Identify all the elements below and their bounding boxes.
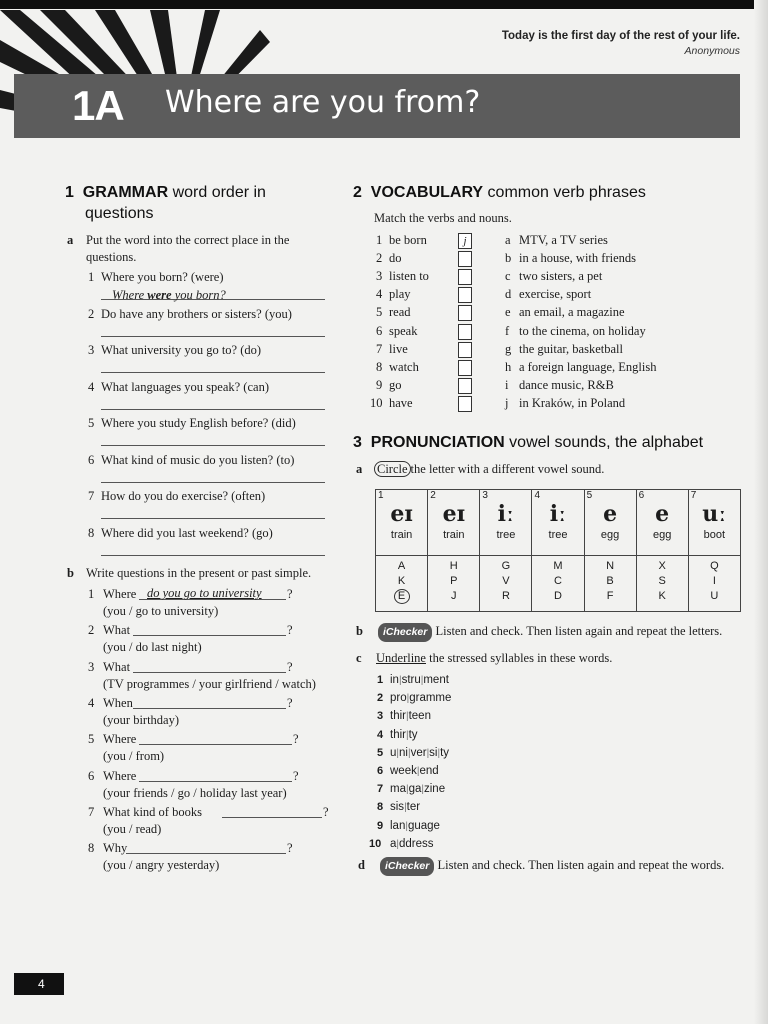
grammar-num: 1: [65, 184, 74, 201]
vocab-answer-box[interactable]: [458, 378, 472, 394]
letter[interactable]: R: [501, 590, 510, 602]
letter[interactable]: N: [606, 560, 615, 572]
grammar-b-item-prompt: What kind of books: [103, 804, 202, 819]
grammar-b-item-prompt: What: [103, 659, 131, 674]
grammar-b-question-mark: ?: [287, 841, 293, 856]
letter[interactable]: H: [449, 560, 458, 572]
letter[interactable]: K: [397, 575, 406, 587]
stress-word-number: 3: [377, 710, 384, 723]
letter[interactable]: B: [606, 575, 614, 587]
vocab-noun-letter: a: [505, 233, 511, 247]
vocab-noun: exercise, sport: [519, 287, 592, 302]
grammar-b-item-number: 5: [88, 732, 95, 747]
grammar-b-instruction: Write questions in the present or past simple.: [86, 566, 312, 580]
stress-word[interactable]: ma|ga|zine: [390, 783, 446, 796]
stress-word[interactable]: thir|teen: [390, 710, 431, 723]
quote: [502, 30, 740, 57]
vowel-column-header: [480, 490, 532, 556]
pron-c-underline-word: Underline: [376, 651, 426, 665]
grammar-a-item-number: 2: [88, 306, 95, 321]
grammar-b-hint: (your birthday): [103, 712, 180, 727]
vocab-noun: the guitar, basketball: [519, 341, 623, 356]
vocabulary-title: VOCABULARY: [370, 184, 484, 201]
vocab-verb: have: [389, 395, 413, 410]
letter[interactable]: K: [658, 590, 666, 602]
grammar-b-question-mark: ?: [287, 659, 293, 674]
vowel-column-letters: [428, 556, 480, 612]
vocab-verb: watch: [389, 359, 419, 374]
grammar-b-item-number: 7: [88, 804, 95, 819]
grammar-a-item-text: How do you do exercise? (often): [101, 489, 266, 503]
grammar-b-item-number: 4: [88, 695, 95, 710]
letter[interactable]: A: [397, 560, 406, 572]
grammar-b-item-number: 3: [88, 659, 95, 674]
vowel-column-number: 3: [482, 490, 488, 501]
stress-word-number: 6: [377, 765, 384, 777]
vocab-noun-letter: c: [505, 269, 511, 284]
page-edge-shadow: [754, 0, 768, 1024]
vowel-keyword: egg: [653, 529, 672, 541]
grammar-b-item-prompt: Why: [103, 841, 128, 856]
vowel-column-number: 4: [534, 490, 541, 501]
vocab-answer-box[interactable]: j: [458, 233, 472, 249]
grammar-a-answer-line[interactable]: [101, 482, 325, 483]
vocab-verb: read: [389, 305, 411, 320]
ichecker-badge-d[interactable]: iChecker: [380, 857, 434, 876]
grammar-b-question-mark: ?: [287, 587, 293, 601]
pron-a-letter: a: [356, 462, 363, 476]
grammar-a-item-text: Do have any brothers or sisters? (you): [101, 306, 292, 321]
vocab-answer-box[interactable]: [458, 324, 472, 340]
letter[interactable]: U: [710, 590, 719, 602]
vocab-noun: in a house, with friends: [519, 251, 636, 266]
vocab-verb: do: [389, 251, 402, 266]
pron-a-instruction: the letter with a different vowel sound.: [410, 462, 605, 476]
pron-b-letter: b: [356, 624, 363, 638]
grammar-b-answer-line[interactable]: [133, 672, 286, 673]
letter-list: [428, 556, 479, 604]
pron-b-instruction: Listen and check. Then listen again and repeat the letters.: [435, 624, 723, 638]
grammar-a-instruction-2: questions.: [86, 250, 137, 264]
vocabulary-num: 2: [353, 184, 362, 201]
letter-list: [637, 556, 688, 604]
train-icon: eɪ: [442, 501, 465, 527]
stress-word[interactable]: week|end: [390, 765, 439, 777]
grammar-a-item-text: What languages you speak? (can): [101, 379, 269, 394]
grammar-a-item-number: 7: [88, 489, 95, 503]
vocab-noun: a foreign language, English: [519, 359, 657, 374]
vocab-verb: play: [389, 287, 411, 302]
letter[interactable]: G: [501, 560, 511, 572]
pronunciation-heading: [353, 432, 703, 453]
grammar-a-item-text: What kind of music do you listen? (to): [101, 452, 295, 467]
letter-list: [689, 556, 740, 604]
vowel-keyword: tree: [496, 529, 516, 541]
grammar-b-question-mark: ?: [287, 695, 293, 710]
vocab-answer-box[interactable]: [458, 305, 472, 321]
grammar-b-hint: (you / do last night): [103, 640, 202, 655]
stress-word[interactable]: u|ni|ver|si|ty: [390, 746, 450, 759]
grammar-b-hint: (you / from): [103, 749, 165, 764]
vowel-column-letters: [688, 556, 740, 612]
letter-list: [532, 556, 583, 604]
vocab-answer-box[interactable]: [458, 360, 472, 376]
pron-c-line: [376, 650, 612, 667]
grammar-b-item-number: 8: [88, 841, 95, 856]
vowel-keyword: train: [390, 529, 413, 541]
stress-word-number: 9: [377, 819, 384, 832]
vocab-answer-box[interactable]: [458, 396, 472, 412]
vocab-noun-letter: j: [505, 395, 509, 410]
vowel-column-letters: [532, 556, 584, 612]
ichecker-badge-b[interactable]: iChecker: [378, 623, 432, 642]
grammar-b-item-prompt: Where: [103, 587, 137, 601]
vocab-noun: an email, a magazine: [519, 305, 625, 320]
vowel-column-number: 7: [690, 490, 697, 501]
grammar-a-item-number: 4: [88, 379, 95, 394]
pronunciation-title: PRONUNCIATION: [370, 434, 505, 451]
grammar-b-answer-line[interactable]: [133, 708, 286, 709]
grammar-b-item-prompt: When: [103, 695, 133, 710]
letter-circled[interactable]: E: [394, 589, 410, 604]
stress-word-number: 5: [377, 746, 384, 759]
stress-word[interactable]: thir|ty: [390, 728, 418, 741]
letter-list: [376, 556, 427, 604]
grammar-b-answer: do you go to university: [147, 586, 262, 600]
vocab-verb-number: 4: [376, 287, 383, 302]
grammar-a-instruction: Put the word into the correct place in the: [86, 233, 290, 247]
vowel-column-number: 1: [378, 490, 384, 501]
stress-word-number: 1: [377, 674, 384, 686]
grammar-a-item-number: 6: [88, 452, 95, 467]
grammar-a-item-number: 8: [88, 525, 95, 540]
letter[interactable]: D: [554, 590, 562, 602]
grammar-b-hint: (TV programmes / your girlfriend / watch): [103, 676, 316, 691]
quote-text: Today is the first day of the rest of your life.: [501, 30, 740, 42]
pron-c-letter: c: [356, 651, 362, 665]
vocab-noun: MTV, a TV series: [519, 233, 608, 247]
vocab-noun-letter: e: [505, 305, 511, 320]
letter[interactable]: C: [554, 575, 562, 587]
stress-word[interactable]: sis|ter: [390, 801, 421, 814]
vowel-column-header: [428, 490, 480, 556]
vowel-sound-table: [375, 489, 741, 612]
vowel-keyword: boot: [703, 529, 726, 541]
vocab-noun-letter: d: [505, 287, 512, 302]
vowel-column-number: 5: [586, 490, 593, 501]
pron-c-instruction: the stressed syllables in these words.: [429, 651, 613, 665]
vocab-answer-box[interactable]: [458, 269, 472, 285]
grammar-b-hint: (your friends / go / holiday last year): [103, 785, 287, 800]
pron-b-line: [378, 623, 722, 642]
vocab-noun: dance music, R&B: [519, 377, 614, 392]
vocab-verb-number: 8: [376, 359, 383, 374]
vocab-verb: live: [389, 341, 408, 356]
stress-word-number: 7: [377, 783, 384, 796]
grammar-title: GRAMMAR: [82, 184, 169, 201]
grammar-b-question-mark: ?: [293, 732, 299, 747]
grammar-a-item-text: Where you born? (were): [101, 270, 224, 284]
vowel-column-letters: [636, 556, 688, 612]
vocabulary-instruction: Match the verbs and nouns.: [374, 211, 512, 225]
vocab-verb-number: 5: [376, 305, 383, 320]
grammar-a-answer: Where were you born?: [112, 288, 226, 302]
stress-word[interactable]: in|stru|ment: [390, 674, 449, 686]
pron-a-circle-word: Circle: [374, 461, 411, 477]
grammar-b-question-mark: ?: [293, 768, 299, 783]
vowel-keyword: tree: [548, 529, 568, 541]
grammar-a-answer-line[interactable]: [101, 555, 325, 556]
unit-title: Where are you from?: [165, 85, 481, 120]
vowel-column-header: [584, 490, 636, 556]
grammar-b-item-prompt: Where: [103, 732, 137, 747]
vocabulary-heading: [353, 182, 646, 203]
letter[interactable]: Q: [710, 560, 719, 572]
vowel-column-number: 6: [638, 490, 645, 501]
grammar-b-answer-line[interactable]: [133, 635, 286, 636]
vowel-keyword: train: [443, 529, 465, 541]
letter[interactable]: P: [450, 575, 458, 587]
grammar-b-answer-line[interactable]: [222, 817, 322, 818]
vocab-noun: in Kraków, in Poland: [519, 395, 626, 410]
grammar-b-question-mark: ?: [323, 804, 329, 819]
grammar-a-answer-line[interactable]: [101, 409, 325, 410]
letter[interactable]: S: [658, 575, 666, 587]
grammar-b-hint: (you / read): [103, 821, 162, 836]
quote-author: Anonymous: [684, 45, 740, 57]
vocab-verb-number: 10: [370, 395, 383, 410]
page-number: 4: [14, 973, 64, 995]
grammar-a-answer-line[interactable]: [101, 518, 325, 519]
vocab-verb-number: 7: [376, 341, 383, 356]
letter[interactable]: J: [451, 590, 457, 602]
stress-word-number: 8: [377, 801, 384, 814]
vocab-answer-box[interactable]: [458, 287, 472, 303]
pron-d-instruction: Listen and check. Then listen again and repeat the words.: [437, 858, 725, 872]
grammar-a-item-text: What university you go to? (do): [101, 343, 262, 357]
grammar-b-item-number: 2: [88, 623, 95, 638]
tree-icon: iː: [497, 501, 515, 527]
grammar-a-item-text: Where you study English before? (did): [101, 416, 296, 430]
grammar-b-answer-line[interactable]: [139, 781, 292, 782]
grammar-b-question-mark: ?: [287, 623, 293, 638]
letter[interactable]: I: [712, 575, 716, 587]
letter[interactable]: X: [658, 560, 666, 572]
vocab-verb-number: 9: [376, 377, 383, 392]
vocab-answer-box[interactable]: [458, 342, 472, 358]
vowel-column-header: [376, 490, 428, 556]
grammar-a-item-text: Where did you last weekend? (go): [101, 525, 273, 540]
letter-list: [585, 556, 636, 604]
tree-icon: iː: [549, 501, 567, 527]
boot-icon: uː: [702, 501, 727, 527]
letter-list: [480, 556, 531, 604]
vowel-column-header: [532, 490, 584, 556]
grammar-subtitle-2: questions: [85, 205, 154, 222]
pronunciation-subtitle: vowel sounds, the alphabet: [509, 434, 704, 451]
grammar-subtitle: word order in: [172, 184, 266, 201]
stress-word-number: 2: [377, 692, 384, 705]
vocab-answer-box[interactable]: [458, 251, 472, 267]
vocab-noun-letter: f: [505, 323, 510, 338]
pron-d-letter: d: [358, 858, 365, 872]
letter[interactable]: M: [553, 560, 563, 572]
pron-d-line: [380, 857, 724, 876]
egg-icon: e: [603, 501, 618, 527]
grammar-b-answer-line[interactable]: [139, 744, 292, 745]
grammar-a-item-number: 5: [88, 416, 95, 430]
grammar-b-hint: (you / angry yesterday): [103, 858, 220, 873]
vocab-noun-letter: i: [505, 377, 509, 392]
vocab-verb-number: 2: [376, 251, 383, 266]
pronunciation-num: 3: [353, 434, 362, 451]
grammar-a-answer-line[interactable]: [101, 336, 325, 337]
vowel-column-letters: [480, 556, 532, 612]
pron-a-instruction-line: [374, 461, 604, 478]
vocab-verb-number: 3: [376, 269, 383, 284]
grammar-b-hint: (you / go to university): [103, 604, 219, 618]
grammar-a-answer-line[interactable]: [101, 445, 325, 446]
egg-icon: e: [655, 501, 670, 527]
stress-word[interactable]: pro|gramme: [390, 692, 452, 705]
grammar-b-item-number: 6: [88, 768, 95, 783]
vocab-noun-letter: h: [505, 359, 512, 374]
grammar-b-item-prompt: What: [103, 623, 131, 638]
stress-word-number: 10: [369, 837, 382, 850]
vocab-verb-number: 1: [376, 233, 383, 247]
stress-word[interactable]: lan|guage: [390, 819, 440, 832]
vowel-column-letters: [584, 556, 636, 612]
grammar-heading: [65, 182, 266, 224]
grammar-b-letter: b: [67, 566, 74, 580]
grammar-b-answer-line[interactable]: [126, 853, 286, 854]
grammar-b-item-number: 1: [88, 587, 95, 601]
vocab-noun-letter: g: [505, 341, 512, 356]
train-icon: eɪ: [390, 501, 413, 527]
stress-word-number: 4: [377, 728, 384, 741]
vocab-verb: be born: [389, 233, 427, 247]
vowel-column-number: 2: [430, 490, 436, 501]
letter[interactable]: V: [502, 575, 510, 587]
vocab-noun: to the cinema, on holiday: [519, 323, 646, 338]
vocab-verb: speak: [389, 323, 418, 338]
vowel-keyword: egg: [600, 529, 620, 541]
vocab-verb: listen to: [389, 269, 429, 284]
vocabulary-subtitle: common verb phrases: [487, 184, 646, 201]
grammar-a-letter: a: [67, 233, 74, 247]
letter[interactable]: F: [606, 590, 614, 602]
vocab-verb-number: 6: [376, 323, 383, 338]
vowel-column-letters: [376, 556, 428, 612]
vocab-noun-letter: b: [505, 251, 512, 266]
vocab-noun: two sisters, a pet: [519, 269, 603, 284]
grammar-a-item-number: 1: [88, 270, 95, 284]
grammar-a-item-number: 3: [88, 343, 95, 357]
unit-number: 1A: [72, 82, 124, 129]
vocab-verb: go: [389, 377, 402, 392]
stress-word[interactable]: a|ddress: [390, 837, 434, 850]
grammar-b-item-prompt: Where: [103, 768, 137, 783]
vowel-column-header: [636, 490, 688, 556]
grammar-a-answer-line[interactable]: [101, 372, 325, 373]
vowel-column-header: [688, 490, 740, 556]
